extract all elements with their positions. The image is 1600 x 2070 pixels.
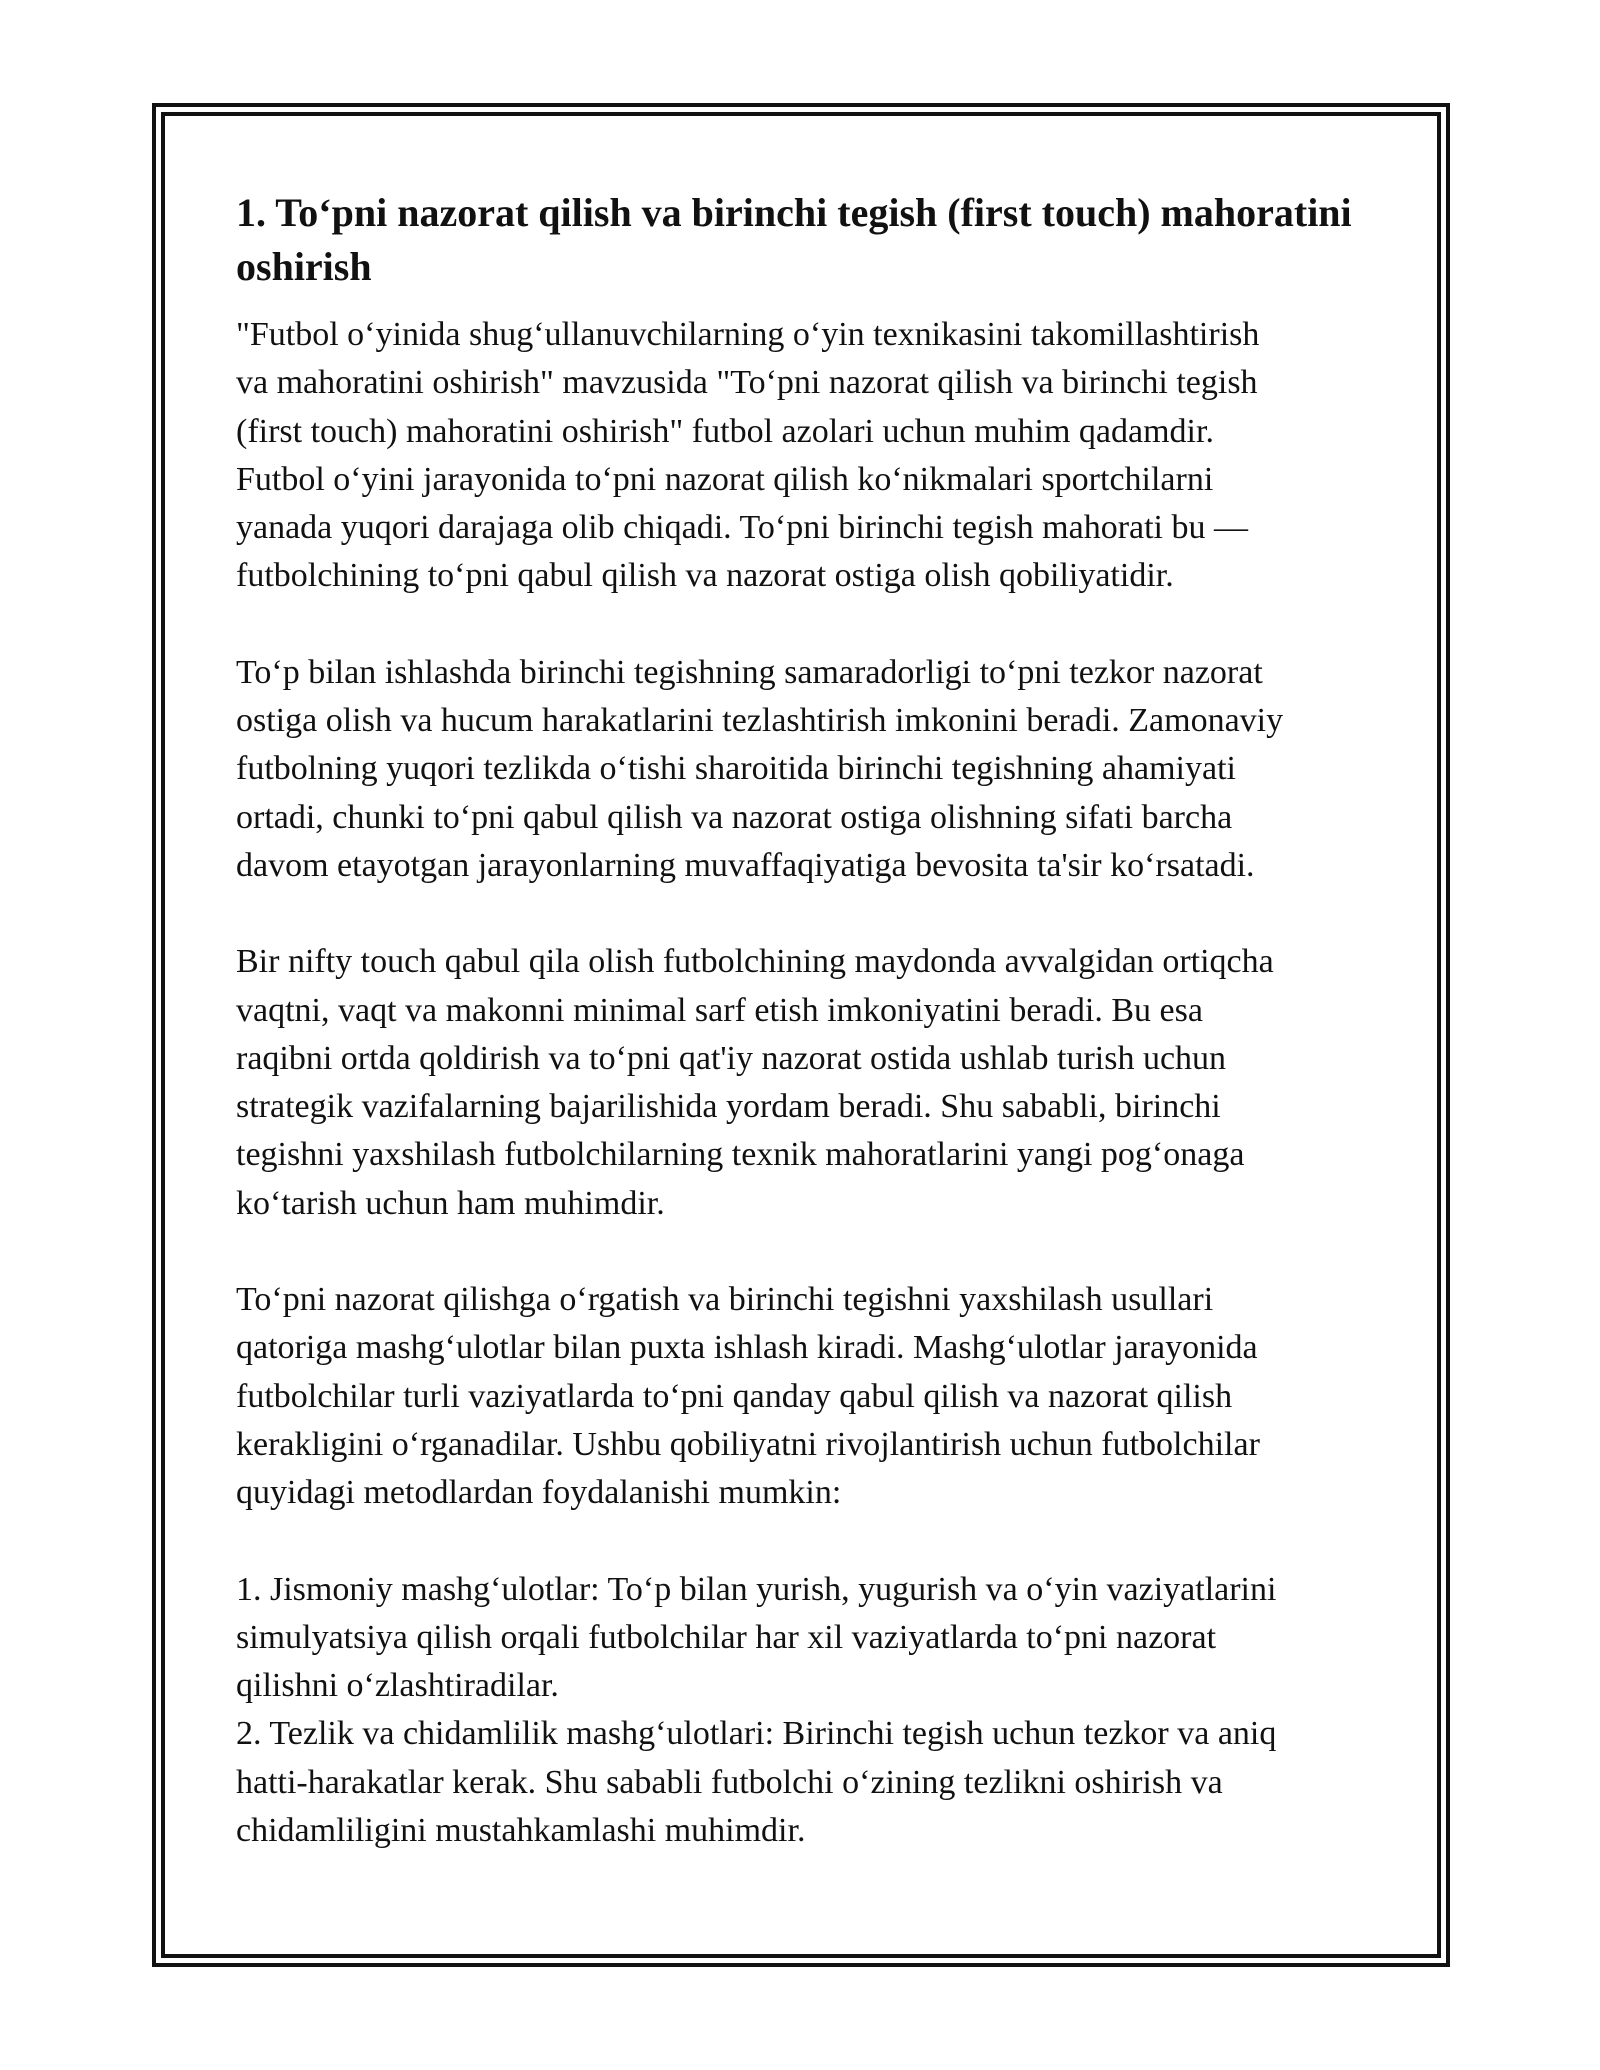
document-body: [236, 186, 1376, 1855]
section-heading: 1. To‘pni nazorat qilish va birinchi tegish (first touch) mahoratini oshirish: [236, 190, 1352, 289]
paragraph-first-touch-efficiency: To‘p bilan ishlashda birinchi tegishning samaradorligi to‘pni tezkor nazorat ostiga olish va hucum harakatlarini tezlashtirish imkonini beradi. Zamonaviy futbolning yuqori tezlikda o‘tishi sharoitida birinchi tegishning ahamiyati ortadi, chunki to‘pni qabul qilish va nazorat ostiga olishning sifati barcha davom etayotgan jarayonlarning muvaffaqiyatiga bevosita ta'sir ko‘rsatadi.: [236, 653, 1284, 884]
list-item: 1. Jismoniy mashg‘ulotlar: To‘p bilan yurish, yugurish va o‘yin vaziyatlarini simulyatsiya qilish orqali futbolchilar har xil vaziyatlarda to‘pni nazorat qilishni o‘zlashtiradilar.: [236, 1570, 1277, 1705]
methods-list: [236, 1566, 1376, 1856]
list-item: 2. Tezlik va chidamlilik mashg‘ulotlari: Birinchi tegish uchun tezkor va aniq hatti-harakatlar kerak. Shu sababli futbolchi o‘zining tezlikni oshirish va chidamliligini mustahkamlashi muhimdir.: [236, 1715, 1277, 1850]
paragraph-intro: "Futbol o‘yinida shug‘ullanuvchilarning o‘yin texnikasini takomillashtirish va mahoratini oshirish" mavzusida "To‘pni nazorat qilish va birinchi tegish (first touch) mahoratini oshirish" futbol azolari uchun muhim qadamdir. Futbol o‘yini jarayonida to‘pni nazorat qilish ko‘nikmalari sportchilarni yanada yuqori darajaga olib chiqadi. To‘pni birinchi tegish mahorati bu — futbolchining to‘pni qabul qilish va nazorat ostiga olish qobiliyatidir.: [236, 316, 1260, 595]
paragraph-training-methods: To‘pni nazorat qilishga o‘rgatish va birinchi tegishni yaxshilash usullari qatoriga mashg‘ulotlar bilan puxta ishlash kiradi. Mashg‘ulotlar jarayonida futbolchilar turli vaziyatlarda to‘pni qanday qabul qilish va nazorat qilish kerakligini o‘rganadilar. Ushbu qobiliyatni rivojlantirish uchun futbolchilar quyidagi metodlardan foydalanishi mumkin:: [236, 1281, 1260, 1512]
paragraph-nifty-touch: Bir nifty touch qabul qila olish futbolchining maydonda avvalgidan ortiqcha vaqtni, vaqt va makonni minimal sarf etish imkoniyatini beradi. Bu esa raqibni ortda qoldirish va to‘pni qat'iy nazorat ostida ushlab turish uchun strategik vazifalarning bajarilishida yordam beradi. Shu sababli, birinchi tegishni yaxshilash futbolchilarning texnik mahoratlarini yangi pog‘onaga ko‘tarish uchun ham muhimdir.: [236, 943, 1274, 1222]
